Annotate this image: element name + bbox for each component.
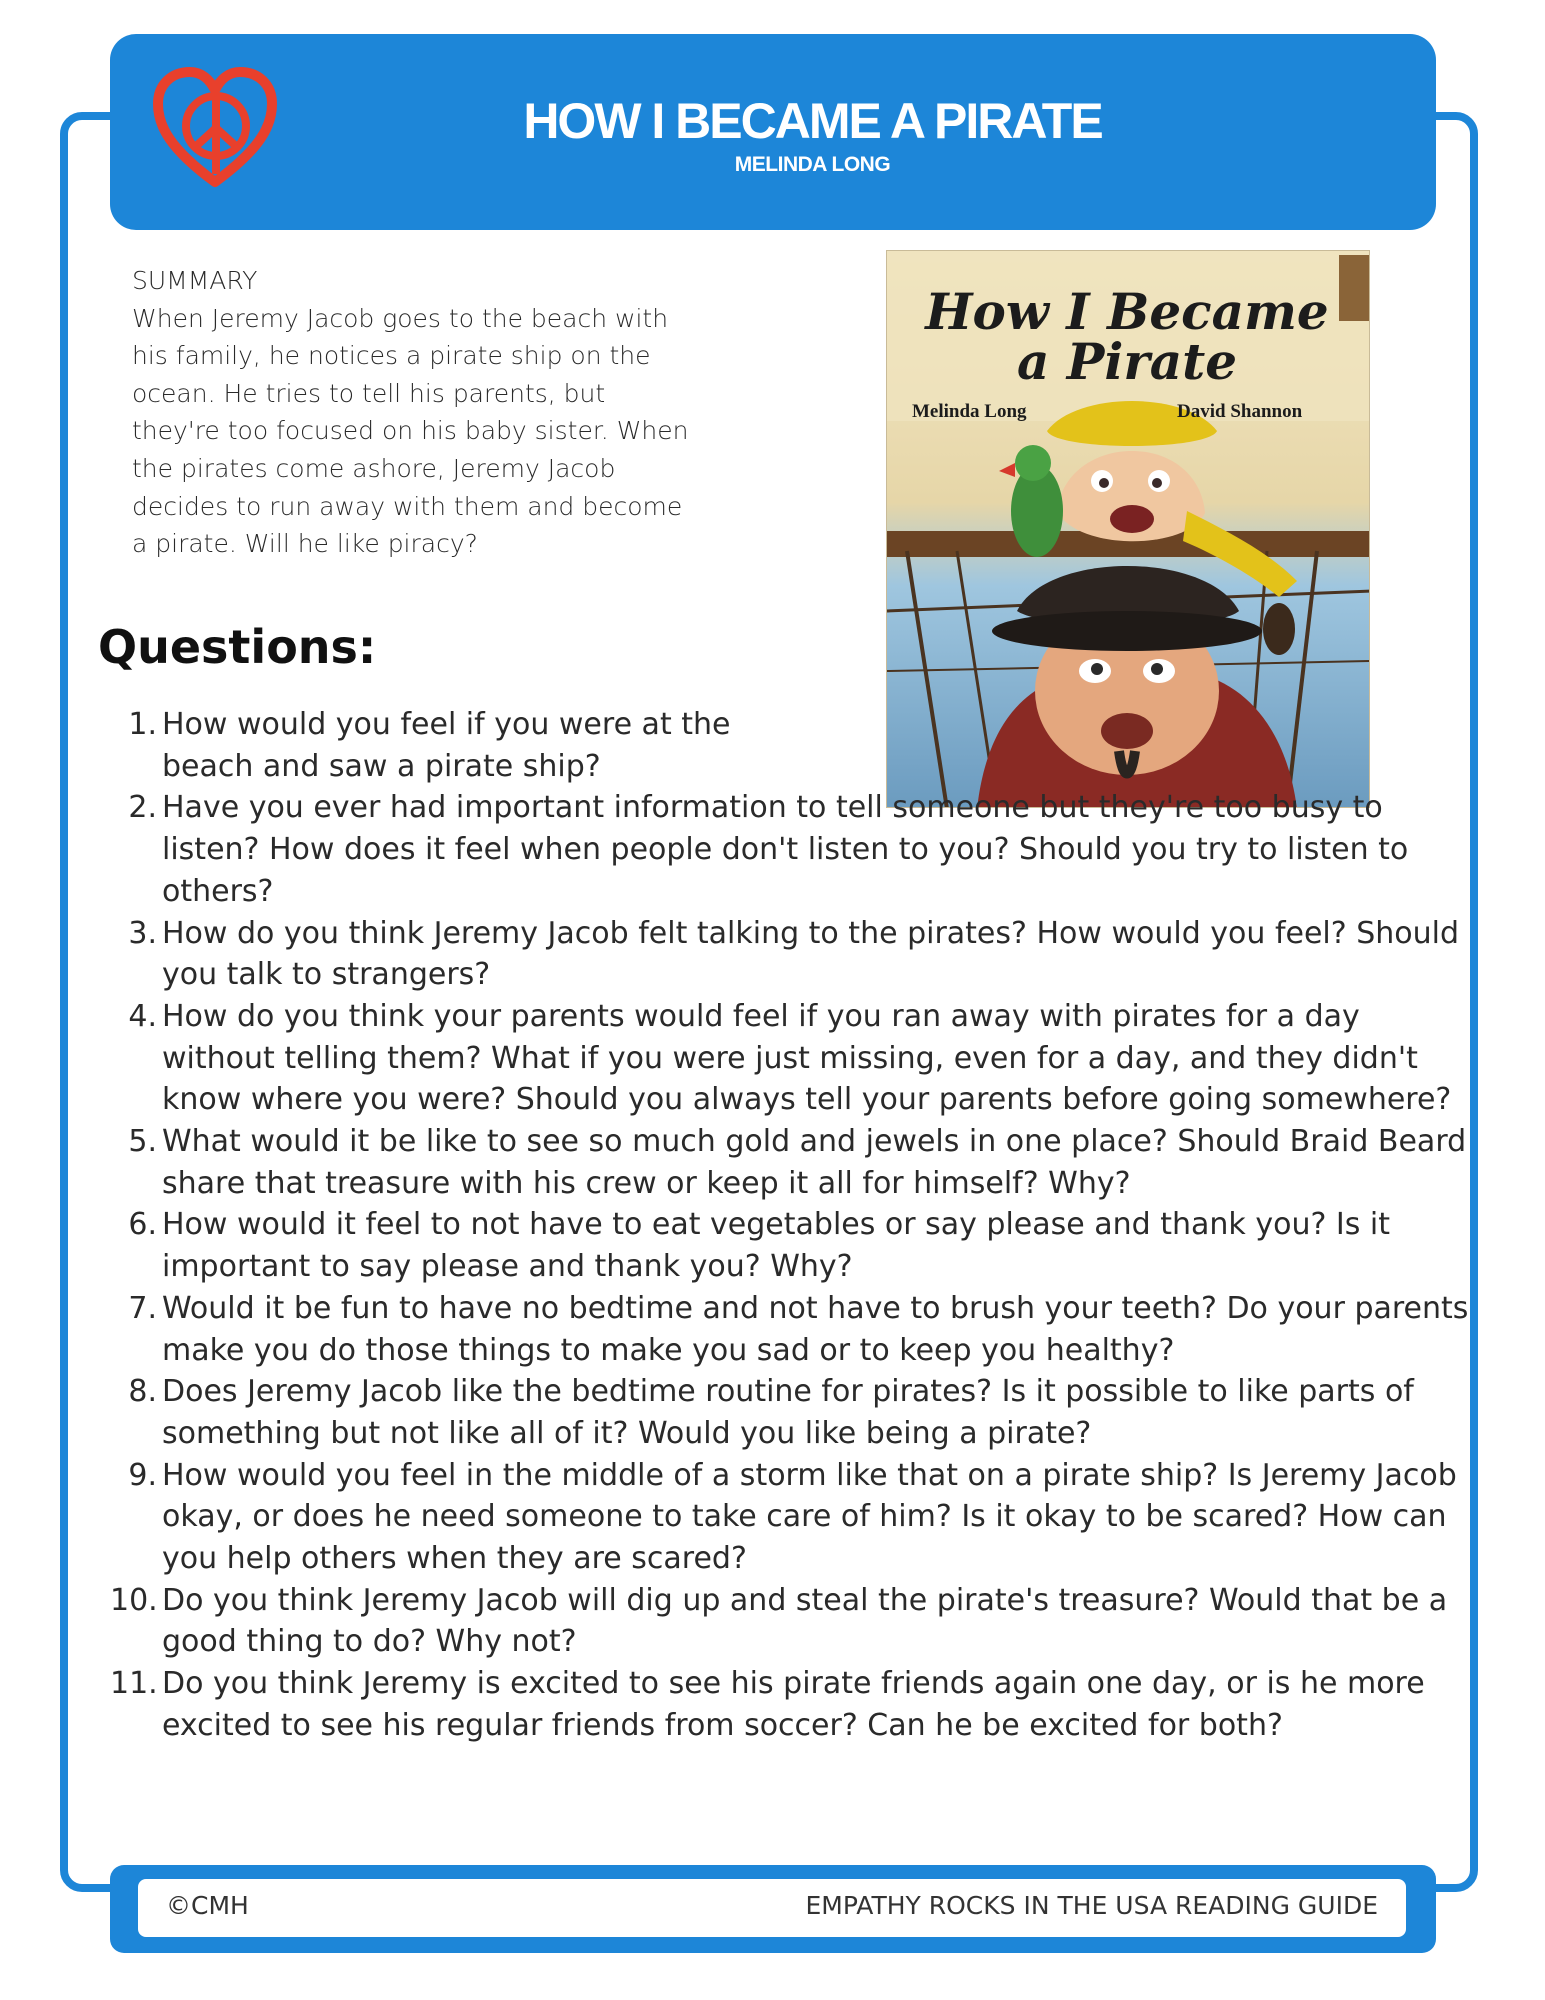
questions-heading: Questions: bbox=[98, 620, 377, 674]
cover-title-line1: How I Became bbox=[925, 282, 1329, 341]
list-item: 1. How would you feel if you were at the beach and saw a pirate ship? bbox=[128, 707, 731, 784]
list-item: 6. How would it feel to not have to eat vegetables or say please and thank you? Is it important to say please and thank you? Why? bbox=[128, 1207, 1391, 1285]
cover-illustrator: David Shannon bbox=[1177, 401, 1303, 422]
questions-list bbox=[110, 704, 1470, 1747]
cover-author: Melinda Long bbox=[912, 401, 1027, 422]
list-item: 2. Have you ever had important information to tell someone but they're too busy to listen? How does it feel when people don't listen to you? Should you try to listen to others? bbox=[128, 790, 1409, 909]
list-item: 4. How do you think your parents would feel if you ran away with pirates for a day without telling them? What if you were just missing, even for a day, and they didn't know where you were? Should you always tell your parents before going somewhere? bbox=[128, 998, 1452, 1118]
header-banner bbox=[110, 34, 1436, 230]
list-item: 7. Would it be fun to have no bedtime and not have to brush your teeth? Do your parents make you do those things to make you sad or to keep you healthy? bbox=[128, 1290, 1469, 1368]
list-item: 11. Do you think Jeremy is excited to see his pirate friends again one day, or is he more excited to see his regular friends from soccer? Can he be excited for both? bbox=[110, 1666, 1425, 1743]
title-block bbox=[360, 92, 1265, 180]
summary-text: When Jeremy Jacob goes to the beach with his family, he notices a pirate ship on the ocean. He tries to tell his parents, but they're too focused on his baby sister. When the pirates come ashore, Jeremy Jacob decides to run away with them and become a pirate. Will he like piracy? bbox=[132, 303, 689, 559]
summary-section bbox=[132, 262, 692, 563]
footer-copyright: ©CMH bbox=[166, 1891, 249, 1920]
footer-inner bbox=[138, 1879, 1406, 1937]
summary-label: SUMMARY bbox=[132, 266, 258, 295]
list-item: 9. How would you feel in the middle of a storm like that on a pirate ship? Is Jeremy Jacob okay, or does he need someone to take care of him? Is it okay to be scared? How can you help others when they are scared? bbox=[128, 1457, 1457, 1577]
list-item: 10. Do you think Jeremy Jacob will dig up and steal the pirate's treasure? Would that be a good thing to do? Why not? bbox=[110, 1582, 1448, 1660]
cover-title-line2: a Pirate bbox=[1016, 332, 1238, 391]
page-title: HOW I BECAME A PIRATE bbox=[523, 93, 1102, 149]
heart-peace-icon bbox=[150, 64, 280, 194]
footer-guide-title: EMPATHY ROCKS IN THE USA READING GUIDE bbox=[805, 1891, 1378, 1920]
footer-bar bbox=[110, 1865, 1436, 1953]
list-item: 8. Does Jeremy Jacob like the bedtime routine for pirates? Is it possible to like parts of something but not like all of it? Would you like being a pirate? bbox=[128, 1374, 1414, 1451]
list-item: 3. How do you think Jeremy Jacob felt talking to the pirates? How would you feel? Should you talk to strangers? bbox=[128, 915, 1460, 993]
list-item: 5. What would it be like to see so much gold and jewels in one place? Should Braid Beard share that treasure with his crew or keep it all for himself? Why? bbox=[128, 1124, 1467, 1201]
book-author: MELINDA LONG bbox=[734, 153, 891, 176]
